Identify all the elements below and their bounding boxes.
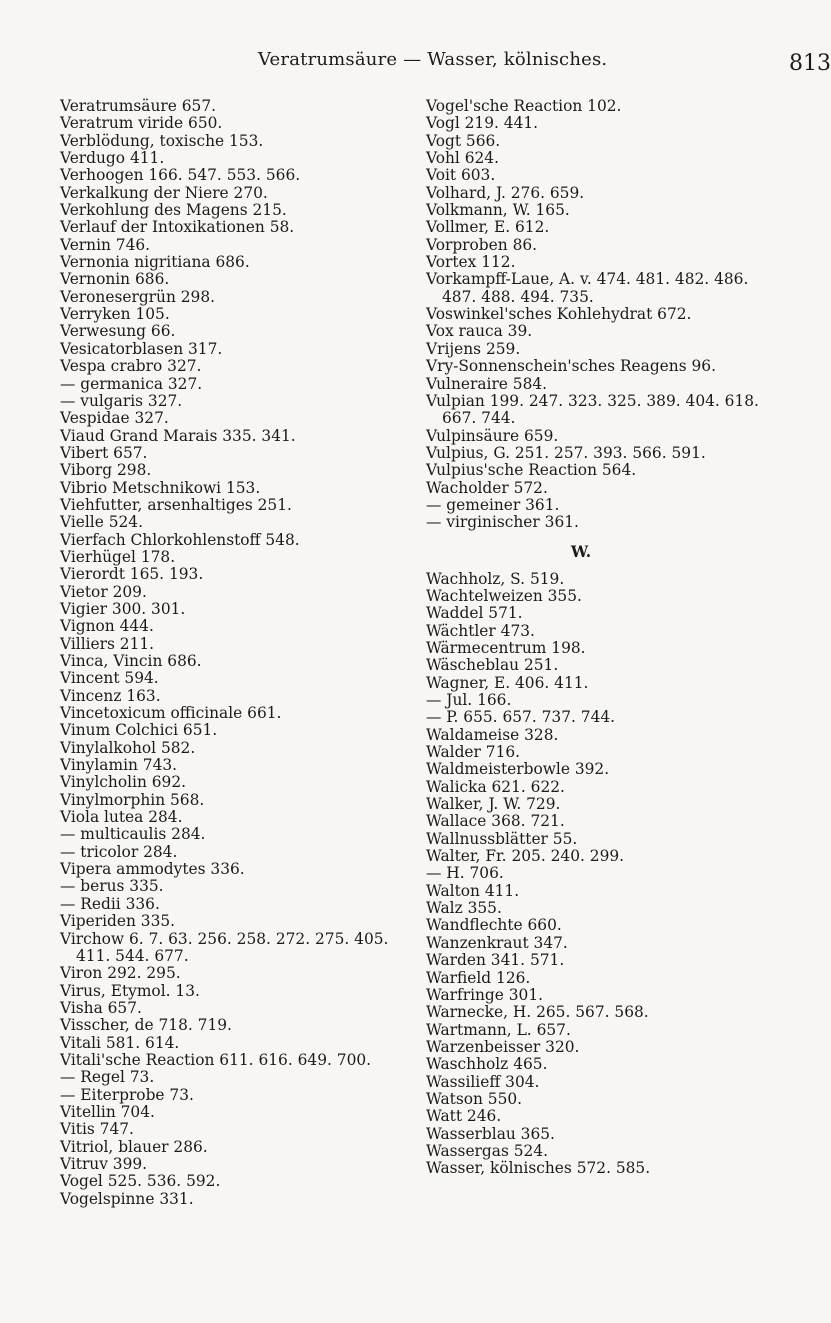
index-entry: Viaud Grand Marais 335. 341. (60, 426, 296, 445)
index-entry: — gemeiner 361. (426, 495, 560, 514)
index-entry: Vogel 525. 536. 592. (60, 1172, 221, 1191)
index-entry: Vinca, Vincin 686. (60, 652, 202, 670)
index-entry: Walter, Fr. 205. 240. 299. (426, 847, 625, 866)
index-entry: Vorkampff-Laue, A. v. 474. 481. 482. 486. 487. 488. 494. 735. (426, 270, 754, 306)
index-entry: Verkohlung des Magens 215. (60, 201, 287, 220)
index-entry: Vitis 747. (60, 1120, 134, 1139)
index-entry: Verwesung 66. (60, 322, 176, 341)
index-entry: Vrijens 259. (426, 339, 521, 358)
section-letter-w: W. (570, 542, 592, 561)
index-entry: Viborg 298. (60, 461, 152, 480)
index-entry: Wartmann, L. 657. (426, 1020, 571, 1039)
index-entry: Warzenbeisser 320. (426, 1037, 580, 1056)
index-entry: Vincenz 163. (60, 686, 161, 705)
index-entry: Vierhügel 178. (60, 547, 176, 566)
index-entry: Wandflechte 660. (426, 916, 562, 935)
index-entry: Vitruv 399. (60, 1154, 148, 1173)
index-entry: Warfield 126. (426, 968, 531, 987)
index-entry: Vulpius, G. 251. 257. 393. 566. 591. (426, 443, 706, 462)
index-entry: Verryken 105. (60, 305, 170, 324)
index-entry: Vespa crabro 327. (60, 357, 202, 376)
index-entry: Vortex 112. (426, 253, 516, 272)
index-entry: — multicaulis 284. (60, 825, 206, 844)
index-entry: Voit 603. (426, 166, 496, 185)
index-column-right (426, 98, 776, 1178)
index-entry: Volkmann, W. 165. (426, 201, 570, 220)
index-entry: Vulpius'sche Reaction 564. (426, 461, 637, 480)
index-entry: Vincetoxicum officinale 661. (60, 704, 282, 723)
index-entry: Warden 341. 571. (426, 951, 565, 970)
index-entry: Vierfach Chlorkohlenstoff 548. (60, 530, 300, 549)
index-entry: Verkalkung der Niere 270. (60, 183, 268, 202)
index-entry: Verlauf der Intoxikationen 58. (60, 218, 295, 237)
index-entry: — vulgaris 327. (60, 391, 183, 410)
index-entry: Vitali 581. 614. (60, 1033, 180, 1052)
index-entry: Vernonin 686. (60, 270, 170, 289)
index-entry: Virchow 6. 7. 63. 256. 258. 272. 275. 405. 411. 544. 677. (60, 929, 394, 965)
index-entry: Vigier 300. 301. (60, 599, 186, 618)
index-entry: Vibert 657. (60, 443, 148, 462)
index-entry: Visha 657. (60, 998, 142, 1017)
index-entry: Verdugo 411. (60, 149, 165, 168)
index-entry: Verblödung, toxische 153. (60, 131, 264, 150)
index-entry: Wäscheblau 251. (426, 656, 559, 675)
index-entry: Vohl 624. (426, 149, 499, 168)
index-entry: Vogl 219. 441. (426, 114, 539, 133)
index-entry: — Jul. 166. (426, 691, 512, 709)
index-entry: Vinylalkohol 582. (60, 738, 196, 757)
index-entry: Wachholz, S. 519. (426, 569, 565, 588)
index-entry: Vitriol, blauer 286. (60, 1137, 208, 1156)
index-entry: Wasser, kölnisches 572. 585. (426, 1159, 651, 1178)
index-entry: Vitellin 704. (60, 1102, 155, 1121)
index-entry: Vignon 444. (60, 617, 154, 636)
index-entry: Verhoogen 166. 547. 553. 566. (60, 166, 301, 185)
index-entry: Watt 246. (426, 1107, 502, 1126)
index-entry: Vinylmorphin 568. (60, 790, 205, 809)
index-entry: Vry-Sonnenschein'sches Reagens 96. (426, 357, 716, 376)
index-entry: — virginischer 361. (426, 513, 579, 532)
index-entry: Vibrio Metschnikowi 153. (60, 478, 261, 497)
index-column-left (60, 97, 394, 1208)
index-entry: Waddel 571. (426, 604, 523, 623)
index-entry: Walder 716. (426, 743, 521, 762)
index-entry: Visscher, de 718. 719. (60, 1016, 232, 1035)
index-entry: Viehfutter, arsenhaltiges 251. (60, 495, 292, 514)
index-entry: Vipera ammodytes 336. (60, 860, 245, 879)
index-entry: Warnecke, H. 265. 567. 568. (426, 1003, 649, 1022)
index-entry: — H. 706. (426, 864, 504, 883)
index-entry: Waldmeisterbowle 392. (426, 760, 610, 779)
index-entry: Vogelspinne 331. (60, 1189, 194, 1208)
index-entry: Volhard, J. 276. 659. (426, 183, 585, 202)
index-entry: Waschholz 465. (426, 1055, 548, 1074)
index-entry: Vernonia nigritiana 686. (60, 253, 250, 272)
index-entry: Waldameise 328. (426, 725, 559, 744)
index-entry: Vulpian 199. 247. 323. 325. 389. 404. 618. 667. 744. (426, 391, 764, 428)
index-entry: Vulneraire 584. (426, 374, 548, 393)
index-entry: Wagner, E. 406. 411. (426, 673, 589, 692)
index-entry: — P. 655. 657. 737. 744. (426, 708, 616, 727)
index-entry: Wallace 368. 721. (426, 812, 565, 831)
index-entry: Vinum Colchici 651. (60, 721, 218, 740)
index-entry: — germanica 327. (60, 374, 203, 393)
index-entry: Walicka 621. 622. (426, 777, 565, 796)
index-entry: Vietor 209. (60, 582, 147, 601)
page-header (250, 47, 831, 87)
index-entry: Wassilieff 304. (426, 1072, 540, 1091)
index-entry: — tricolor 284. (60, 842, 178, 861)
index-entry: Vielle 524. (60, 513, 143, 532)
index-entry: Villiers 211. (60, 634, 155, 653)
index-entry: Vesicatorblasen 317. (60, 339, 223, 358)
index-entry: Vitali'sche Reaction 611. 616. 649. 700. (60, 1050, 372, 1069)
index-entry: Walker, J. W. 729. (426, 795, 561, 814)
index-entry: Wächtler 473. (426, 621, 535, 640)
index-entry: Wallnussblätter 55. (426, 829, 578, 848)
index-entry: Vogel'sche Reaction 102. (426, 97, 622, 115)
index-entry: Vincent 594. (60, 669, 159, 688)
page-number: 813 (789, 51, 831, 76)
index-entry: Vernin 746. (60, 235, 151, 254)
index-entry: Wärmecentrum 198. (426, 638, 586, 657)
index-entry: Vespidae 327. (60, 409, 169, 428)
index-entry: — berus 335. (60, 877, 164, 896)
index-entry: — Eiterprobe 73. (60, 1085, 194, 1104)
index-entry: Vogt 566. (426, 131, 501, 150)
index-entry: Virus, Etymol. 13. (60, 981, 200, 1000)
index-entry: Wachtelweizen 355. (426, 586, 582, 605)
index-entry: Wassergas 524. (426, 1141, 549, 1160)
index-entry: Veratrumsäure 657. (60, 97, 217, 115)
index-entry: Veratrum viride 650. (60, 114, 223, 133)
index-entry: Wanzenkraut 347. (426, 933, 568, 952)
index-group-w (426, 571, 776, 1178)
index-entry: Vinylamin 743. (60, 756, 178, 775)
index-entry: Walz 355. (426, 899, 502, 918)
running-head: Veratrumsäure — Wasser, kölnisches. (258, 49, 608, 70)
index-entry: Watson 550. (426, 1089, 523, 1108)
index-entry: Voswinkel'sches Kohlehydrat 672. (426, 305, 692, 324)
index-entry: Walton 411. (426, 881, 520, 900)
index-entry: Viron 292. 295. (60, 964, 181, 983)
index-group-v (426, 98, 776, 532)
index-entry: Warfringe 301. (426, 985, 544, 1004)
index-entry: Viola lutea 284. (60, 808, 183, 827)
index-entry: Wasserblau 365. (426, 1124, 555, 1143)
index-entry: Vinylcholin 692. (60, 773, 187, 792)
index-entry: Vulpinsäure 659. (426, 426, 559, 445)
index-entry: Vox rauca 39. (426, 322, 533, 341)
index-entry: Viperiden 335. (60, 912, 176, 931)
index-entry: Vollmer, E. 612. (426, 218, 550, 237)
index-entry: Veronesergrün 298. (60, 287, 216, 306)
index-entry: — Redii 336. (60, 894, 160, 913)
index-entry: Wacholder 572. (426, 478, 548, 497)
index-entry: Vierordt 165. 193. (60, 565, 204, 584)
index-entry: Vorproben 86. (426, 235, 538, 254)
index-entry: — Regel 73. (60, 1068, 155, 1087)
